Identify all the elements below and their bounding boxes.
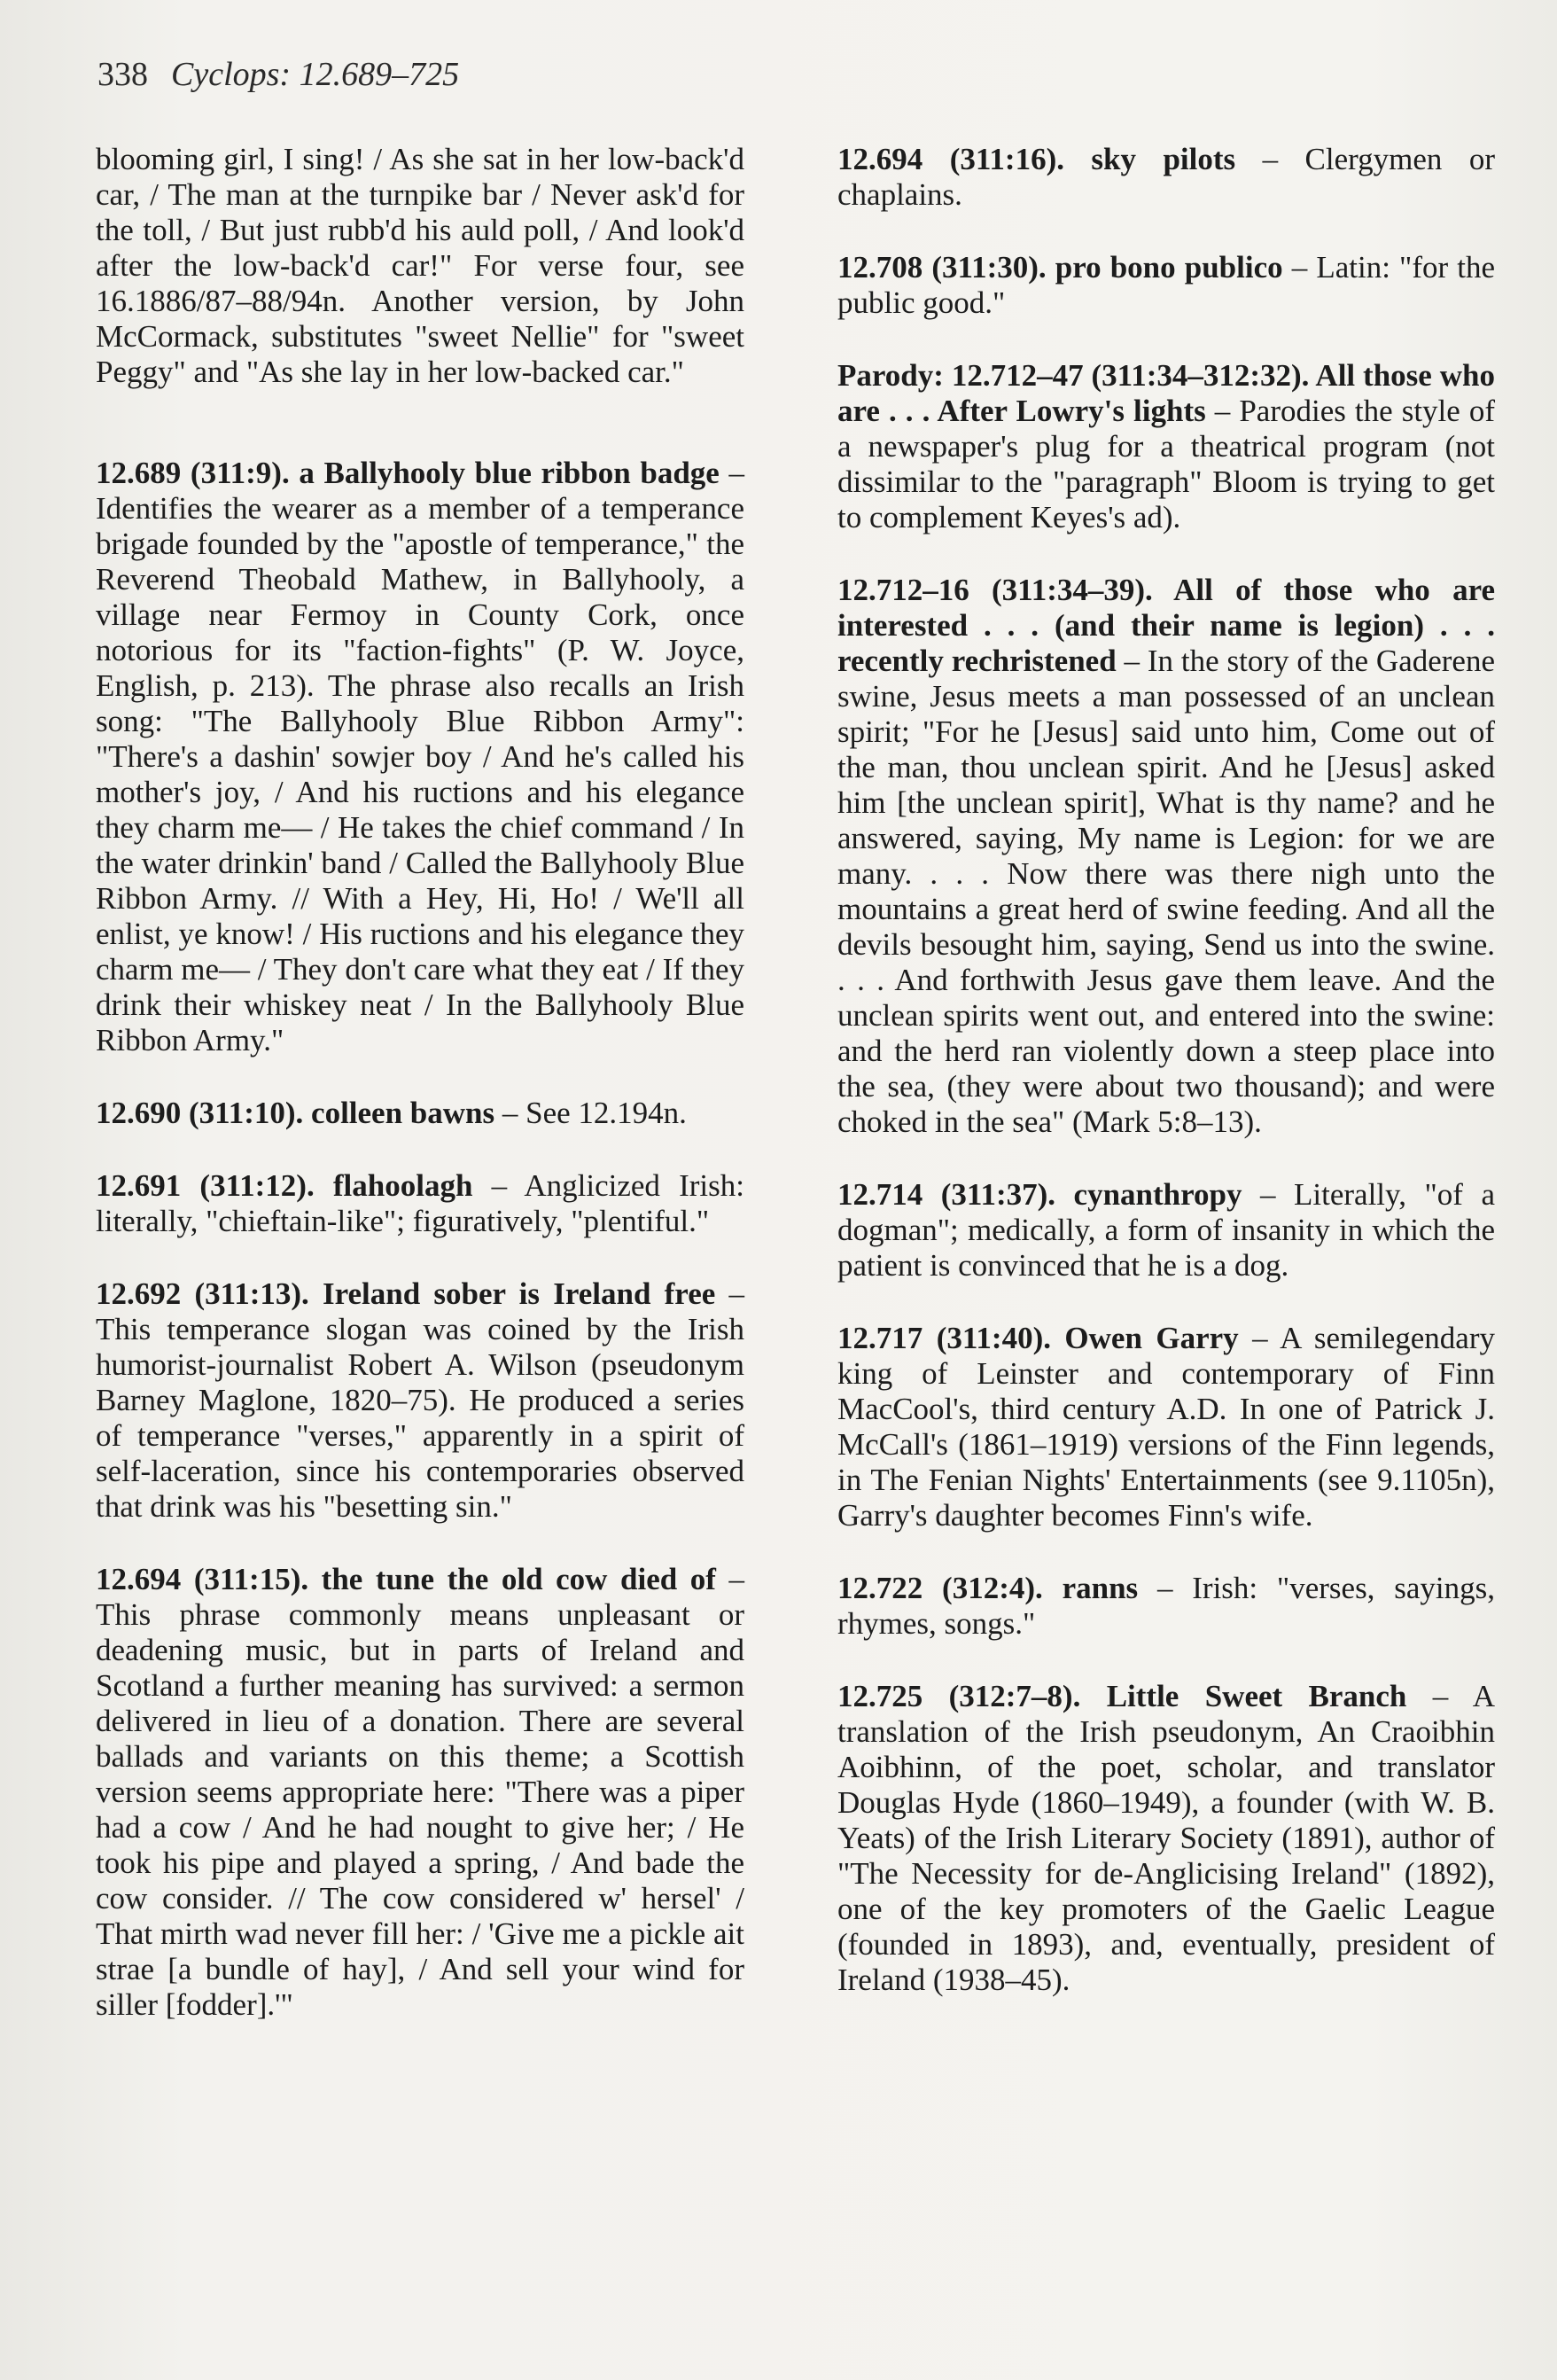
left-column [96, 142, 744, 2060]
annotation-entry [837, 573, 1495, 1140]
annotation-entry [96, 1276, 744, 1525]
annotation-entry [837, 142, 1495, 213]
entry-heading: 12.722 (312:4). ranns [837, 1571, 1139, 1605]
page-number: 338 [97, 56, 148, 93]
entry-heading: 12.690 (311:10). colleen bawns [96, 1096, 495, 1130]
annotation-entry [837, 1177, 1495, 1284]
entry-heading: Parody: 12.712–47 (311:34–312:32). All those who are . . . After Lowry's lights [837, 358, 1495, 428]
entry-heading: 12.714 (311:37). cynanthropy [837, 1177, 1242, 1212]
entry-heading: 12.712–16 (311:34–39). All of those who are interested . . . (and their name is legion) . . . recently rechristened [837, 573, 1495, 678]
annotation-text: – Literally, "of a dogman"; medically, a form of insanity in which the patient is convinced that he is a dog. [837, 1177, 1495, 1283]
annotation-text: – Clergymen or chaplains. [837, 142, 1496, 212]
annotation-entry [837, 1571, 1495, 1642]
annotation-text: – Identifies the wearer as a member of a temperance brigade founded by the "apostle of temperance," the Reverend Theobald Mathew, in Ballyhooly, a village near Fermoy in County Cork, once notorious for its "faction-fights" (P. W. Joyce, English, p. 213). The phrase also recalls an Irish song: "The Ballyhooly Blue Ribbon Army": "There's a dashin' sowjer boy / And he's called his mother's joy, / And his ructions and his elegance they charm me— / He takes the chief command / In the water drinkin' band / Called the Ballyhooly Blue Ribbon Army. // With a Hey, Hi, Ho! / We'll all enlist, ye know! / His ructions and his elegance they charm me— / They don't care what they eat / If they drink their whiskey neat / In the Ballyhooly Blue Ribbon Army." [96, 456, 745, 1057]
annotation-entry [96, 1096, 744, 1131]
annotation-text: – A translation of the Irish pseudonym, An Craoibhin Aoibhinn, of the poet, scholar, and translator Douglas Hyde (1860–1949), a founder (with W. B. Yeats) of the Irish Literary Society (1891), author of "The Necessity for de-Anglicising Ireland" (1892), one of the key promoters of the Gaelic League (founded in 1893), and, eventually, president of Ireland (1938–45). [837, 1679, 1495, 1997]
entry-heading: 12.708 (311:30). pro bono publico [837, 250, 1283, 285]
annotation-entry [96, 1168, 744, 1239]
annotation-entry [837, 358, 1495, 535]
annotation-text: blooming girl, I sing! / As she sat in her low-back'd car, / The man at the turnpike bar / Never ask'd for the toll, / But just rubb'd his auld poll, / And look'd after the low-back'd car!" For verse four, see 16.1886/87–88/94n. Another version, by John McCormack, substitutes "sweet Nellie" for "sweet Peggy" and "As she lay in her low-backed car." [96, 142, 744, 389]
annotation-text: – Irish: "verses, sayings, rhymes, songs." [837, 1571, 1495, 1641]
entry-heading: 12.717 (311:40). Owen Garry [837, 1321, 1239, 1355]
annotation-entry [96, 1562, 744, 2023]
annotation-entry [837, 250, 1495, 321]
annotation-entry [837, 1321, 1495, 1533]
running-head [97, 55, 459, 94]
running-title: Cyclops: 12.689–725 [171, 56, 460, 93]
entry-heading: 12.694 (311:15). the tune the old cow died of [96, 1562, 716, 1596]
annotation-text: – This phrase commonly means unpleasant or deadening music, but in parts of Ireland and Scotland a further meaning has survived: a sermon delivered in lieu of a donation. There are several ballads and variants on this theme; a Scottish version seems appropriate here: "There was a piper had a cow / And he had nought to give her; / He took his pipe and played a spring, / And bade the cow consider. // The cow considered w' hersel' / That mirth wad never fill her: / 'Give me a pickle ait strae [a bundle of hay], / And sell your wind for siller [fodder].'" [96, 1562, 744, 2022]
entry-heading: 12.725 (312:7–8). Little Sweet Branch [837, 1679, 1407, 1713]
annotation-text: – Anglicized Irish: literally, "chieftain-like"; figuratively, "plentiful." [96, 1168, 744, 1238]
right-column [837, 142, 1495, 2035]
annotation-text: – In the story of the Gaderene swine, Jesus meets a man possessed of an unclean spirit; "For he [Jesus] said unto him, Come out of the man, thou unclean spirit. And he [Jesus] asked him [the unclean spirit], What is thy name? and he answered, saying, My name is Legion: for we are many. . . . Now there was there nigh unto the mountains a great herd of swine feeding. And all the devils besought him, saying, Send us into the swine. . . . And forthwith Jesus gave them leave. And the unclean spirits went out, and entered into the swine: and the herd ran violently down a steep place into the sea, (they were about two thousand); and were choked in the sea" (Mark 5:8–13). [837, 644, 1495, 1139]
annotation-entry [96, 456, 744, 1058]
entry-heading: 12.689 (311:9). a Ballyhooly blue ribbon badge [96, 456, 720, 490]
annotation-text: – A semilegendary king of Leinster and contemporary of Finn MacCool's, third century A.D. In one of Patrick J. McCall's (1861–1919) versions of the Finn legends, in The Fenian Nights' Entertainments (see 9.1105n), Garry's daughter becomes Finn's wife. [837, 1321, 1495, 1533]
annotation-text: – Latin: "for the public good." [837, 250, 1495, 320]
continued-annotation [96, 142, 744, 390]
annotation-entry [837, 1679, 1495, 1998]
annotation-text: – See 12.194n. [494, 1096, 687, 1130]
entry-heading: 12.692 (311:13). Ireland sober is Ireland free [96, 1276, 716, 1311]
entry-heading: 12.694 (311:16). sky pilots [837, 142, 1236, 176]
annotation-text: – This temperance slogan was coined by the Irish humorist-journalist Robert A. Wilson (pseudonym Barney Maglone, 1820–75). He produced a series of temperance "verses," apparently in a spirit of self-laceration, since his contemporaries observed that drink was his "besetting sin." [96, 1276, 744, 1524]
annotation-text: – Parodies the style of a newspaper's plug for a theatrical program (not dissimilar to the "paragraph" Bloom is trying to get to complement Keyes's ad). [837, 394, 1495, 535]
entry-heading: 12.691 (311:12). flahoolagh [96, 1168, 473, 1203]
